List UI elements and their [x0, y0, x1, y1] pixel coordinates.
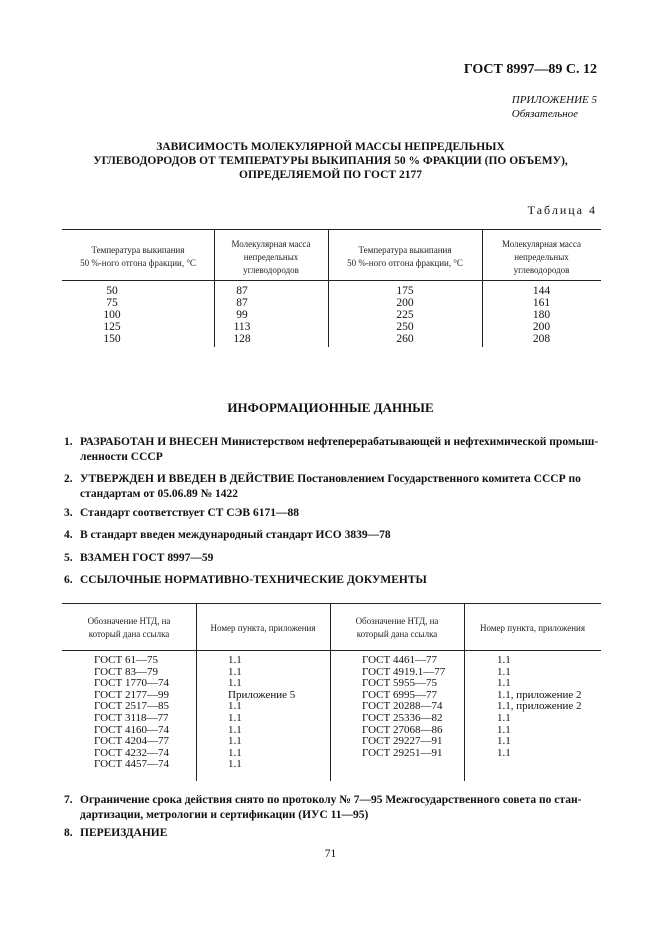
column-header: Температура выкипания 50 %-ного отгона фракции, °С: [80, 245, 196, 268]
info-item-text: В стандарт введен международный стандарт ИСО 3839—78: [80, 529, 391, 541]
info-item: [64, 551, 604, 566]
info-item: [64, 573, 604, 588]
clause-numbers: 1.1 1.1 1.1 Приложение 5 1.1 1.1 1.1 1.1 1.1 1.1: [228, 654, 296, 771]
appendix-title: [60, 140, 601, 182]
info-item-text: Стандарт соответствует СТ СЭВ 6171—88: [80, 507, 299, 519]
info-item-text: УТВЕРЖДЕН И ВВЕДЕН В ДЕЙСТВИЕ Постановлением Государственного комитета СССР по: [80, 473, 581, 485]
info-item-number: 4.: [64, 529, 73, 541]
column-header: Номер пункта, приложения: [210, 623, 316, 633]
column-header: Молекулярная масса непредельных углеводородов: [501, 239, 582, 275]
info-item-number: 5.: [64, 552, 73, 564]
table-header-rule: [62, 280, 601, 281]
info-item-text: ПЕРЕИЗДАНИЕ: [80, 827, 168, 839]
info-item-number: 8.: [64, 827, 73, 839]
info-section-title: ИНФОРМАЦИОННЫЕ ДАННЫЕ: [227, 400, 434, 415]
column-header: Номер пункта, приложения: [480, 623, 585, 633]
table-label: Таблица 4: [527, 203, 597, 217]
info-item-text: ВЗАМЕН ГОСТ 8997—59: [80, 552, 214, 564]
info-item-number: 2.: [64, 473, 73, 485]
title-line: УГЛЕВОДОРОДОВ ОТ ТЕМПЕРАТУРЫ ВЫКИПАНИЯ 50 % ФРАКЦИИ (ПО ОБЪЕМУ),: [93, 155, 568, 167]
info-item-text-continued: дартизации, метрологии и сертификации (ИУС 11—95): [80, 809, 369, 821]
info-item-text: РАЗРАБОТАН И ВНЕСЕН Министерством нефтеперерабатывающей и нефтехимической промыш-: [80, 436, 599, 448]
info-item: [64, 435, 604, 465]
info-item-text-continued: ленности СССР: [80, 451, 163, 463]
info-item: [64, 506, 604, 521]
table-column-values: 175 200 225 250 260: [396, 285, 414, 345]
title-line: ЗАВИСИМОСТЬ МОЛЕКУЛЯРНОЙ МАССЫ НЕПРЕДЕЛЬНЫХ: [156, 141, 505, 153]
appendix-label: ПРИЛОЖЕНИЕ 5: [511, 94, 597, 106]
info-item-text: Ограничение срока действия снято по протоколу № 7—95 Межгосударственного совета по стан-: [80, 794, 582, 806]
column-header: Температура выкипания 50 %-ного отгона фракции, °С: [347, 245, 463, 268]
table-column-values: 50 75 100 125 150: [103, 285, 121, 345]
info-item: [64, 826, 604, 841]
appendix-block: [512, 93, 597, 121]
table-column-values: 87 87 99 113 128: [233, 285, 251, 345]
info-item-number: 3.: [64, 507, 73, 519]
info-item: [64, 793, 604, 823]
referenced-documents: ГОСТ 61—75 ГОСТ 83—79 ГОСТ 1770—74 ГОСТ 2177—99 ГОСТ 2517—85 ГОСТ 3118—77 ГОСТ 4160—74 ГОСТ 4204—77 ГОСТ 4232—74 ГОСТ 4457—74: [94, 654, 169, 771]
info-item: [64, 528, 604, 543]
appendix-status: Обязательное: [511, 108, 579, 120]
column-header: Молекулярная масса непредельных углеводородов: [231, 239, 311, 275]
clause-numbers: 1.1 1.1 1.1 1.1, приложение 2 1.1, приложение 2 1.1 1.1 1.1 1.1: [497, 654, 582, 759]
table-top-rule: [62, 603, 601, 604]
table-column-values: 144 161 180 200 208: [532, 285, 551, 345]
table-header-rule: [62, 650, 601, 651]
info-item-number: 7.: [64, 794, 73, 806]
info-item: [64, 472, 604, 502]
document-code: ГОСТ 8997—89 С. 12: [463, 62, 597, 77]
info-item-number: 1.: [64, 436, 73, 448]
column-header: Обозначение НТД, на который дана ссылка: [87, 616, 171, 639]
page-number: 71: [324, 848, 337, 860]
info-item-text: ССЫЛОЧНЫЕ НОРМАТИВНО-ТЕХНИЧЕСКИЕ ДОКУМЕНТЫ: [80, 574, 427, 586]
title-line: ОПРЕДЕЛЯЕМОЙ ПО ГОСТ 2177: [239, 169, 422, 181]
referenced-documents: ГОСТ 4461—77 ГОСТ 4919.1—77 ГОСТ 5955—75 ГОСТ 6995—77 ГОСТ 20288—74 ГОСТ 25336—82 ГОСТ 27068—86 ГОСТ 29227—91 ГОСТ 29251—91: [362, 654, 446, 759]
info-item-text-continued: стандартам от 05.06.89 № 1422: [80, 488, 239, 500]
column-header: Обозначение НТД, на который дана ссылка: [355, 616, 439, 639]
table-top-rule: [62, 229, 601, 230]
info-item-number: 6.: [64, 574, 73, 586]
